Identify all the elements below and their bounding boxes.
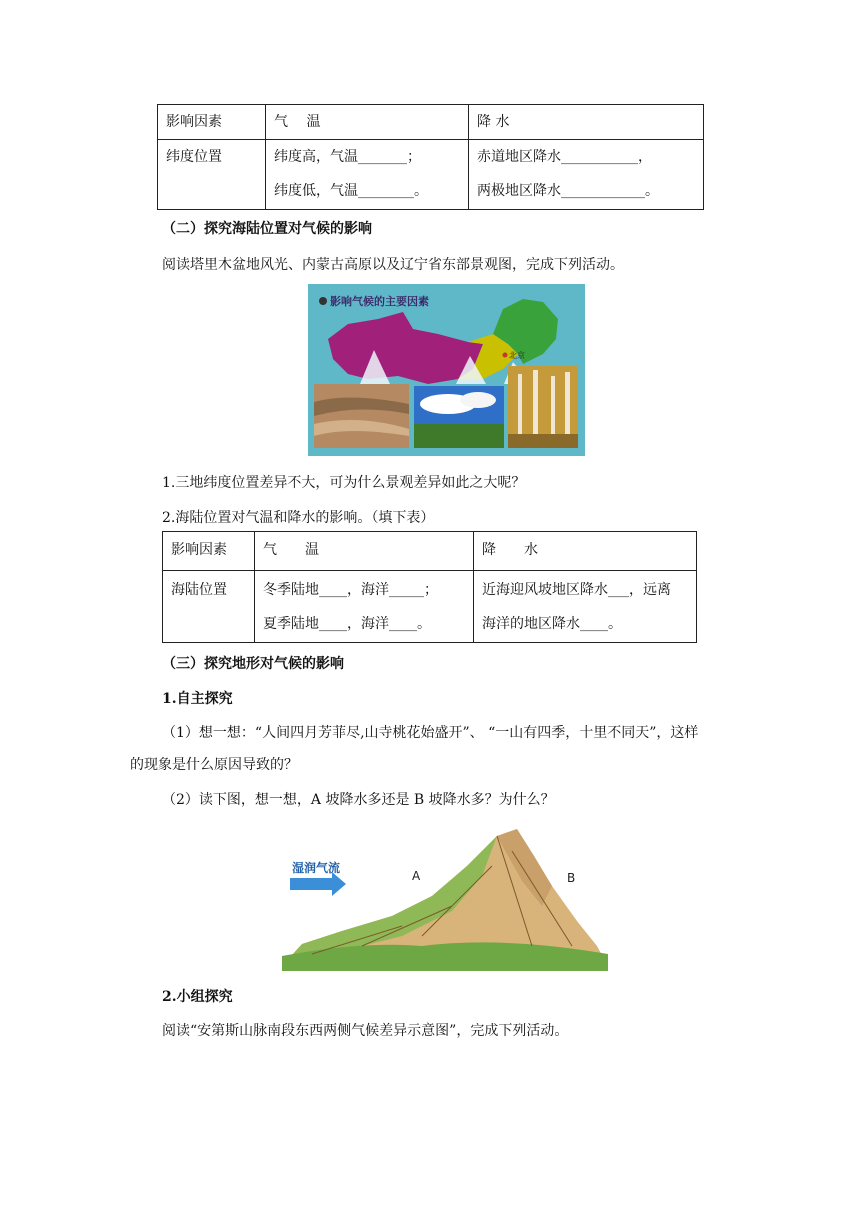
- climate-map-svg: [308, 284, 585, 456]
- question-1-line1: （1）想一想：“人间四月芳菲尽,山寺桃花始盛开”、 “一山有四季，十里不同天”，这样: [162, 725, 699, 741]
- question-2: （2）读下图，想一想，A 坡降水多还是 B 坡降水多？为什么？: [162, 792, 555, 808]
- temp-line-summer: 夏季陆地____，海洋____。: [263, 616, 431, 632]
- precip-line-polar: 两极地区降水____________。: [477, 183, 659, 199]
- slope-b-label: B: [567, 871, 576, 885]
- slope-a-label: A: [412, 869, 421, 883]
- header-temperature: 气 温: [266, 105, 469, 140]
- temp-line-winter: 冬季陆地____，海洋_____；: [263, 582, 438, 598]
- group-study-intro: 阅读“安第斯山脉南段东西两侧气候差异示意图”，完成下列活动。: [162, 1023, 569, 1039]
- section3-heading: （三）探究地形对气候的影响: [162, 656, 344, 672]
- header-precipitation-2: 降 水: [474, 532, 697, 571]
- airflow-label: 湿润气流: [292, 861, 341, 875]
- section2-heading: （二）探究海陆位置对气候的影响: [162, 221, 372, 237]
- latitude-table: [157, 104, 704, 210]
- latitude-temperature-cell: [266, 140, 469, 210]
- beijing-label: 北京: [509, 351, 525, 360]
- sea-land-temperature-cell: [255, 571, 474, 643]
- section2-question1: 1.三地纬度位置差异不大，可为什么景观差异如此之大呢？: [162, 475, 526, 491]
- self-study-heading: 1.自主探究: [162, 691, 233, 707]
- temp-line-low: 纬度低，气温________。: [274, 183, 428, 199]
- beijing-marker-icon: [503, 353, 508, 358]
- precip-line-inland: 海洋的地区降水____。: [482, 616, 622, 632]
- title-bullet-icon: [319, 297, 327, 305]
- row-label-sea-land: 海陆位置: [163, 571, 255, 643]
- grassland-photo: [414, 386, 504, 448]
- birch-forest-photo: [508, 366, 578, 448]
- precip-line-equator: 赤道地区降水___________，: [477, 149, 652, 165]
- desert-photo: [314, 384, 409, 448]
- header-factor-2: 影响因素: [163, 532, 255, 571]
- header-temperature-2: 气 温: [255, 532, 474, 571]
- header-factor: 影响因素: [158, 105, 266, 140]
- mountain-rain-figure: [282, 826, 608, 971]
- precip-line-windward: 近海迎风坡地区降水___，远离: [482, 582, 671, 598]
- mountain-svg: [282, 826, 608, 971]
- section2-intro: 阅读塔里木盆地风光、内蒙古高原以及辽宁省东部景观图，完成下列活动。: [162, 257, 624, 273]
- latitude-precipitation-cell: [469, 140, 704, 210]
- sea-land-table: [162, 531, 697, 643]
- climate-factors-map-figure: [308, 284, 585, 456]
- row-label-latitude: 纬度位置: [158, 140, 266, 210]
- sea-land-precipitation-cell: [474, 571, 697, 643]
- group-study-heading: 2.小组探究: [162, 989, 233, 1005]
- header-precipitation: 降 水: [469, 105, 704, 140]
- temp-line-high: 纬度高，气温_______；: [274, 149, 421, 165]
- map-title: 影响气候的主要因素: [330, 295, 429, 308]
- question-1-line2: 的现象是什么原因导致的？: [130, 757, 298, 773]
- section2-question2: 2.海陆位置对气温和降水的影响。（填下表）: [162, 510, 435, 526]
